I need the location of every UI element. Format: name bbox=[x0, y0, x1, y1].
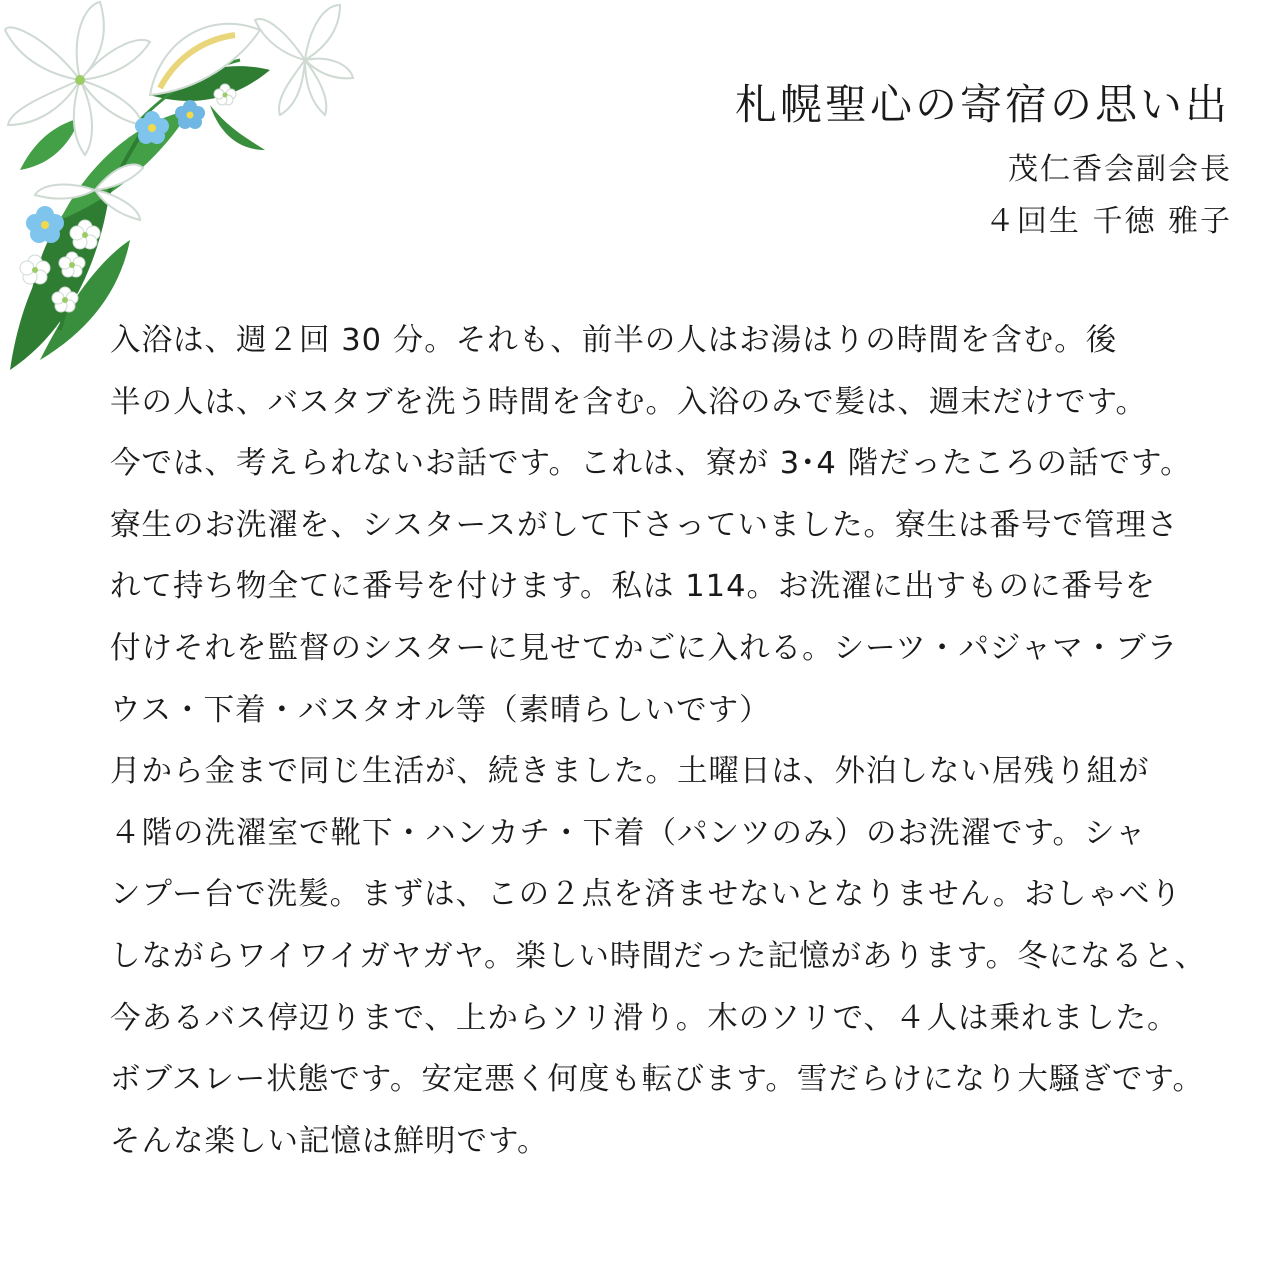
author-name: ４回生 千徳 雅子 bbox=[984, 204, 1232, 239]
lily-flower bbox=[5, 2, 150, 155]
essay-line: ウス・下着・バスタオル等（素晴らしいです） bbox=[110, 692, 771, 728]
essay-line: 今では、考えられないお話です。これは、寮が 3･4 階だったころの話です。 bbox=[110, 446, 1192, 482]
author-block bbox=[985, 144, 1232, 248]
essay-line: そんな楽しい記憶は鮮明です。 bbox=[110, 1123, 549, 1159]
essay-line: ４階の洗濯室で靴下・ハンカチ・下着（パンツのみ）のお洗濯です。シャ bbox=[110, 815, 1147, 851]
essay-line: しながらワイワイガヤガヤ。楽しい時間だった記憶があります。冬になると、 bbox=[110, 938, 1207, 974]
lily-flower bbox=[255, 5, 353, 115]
essay-line: 寮生のお洗濯を、シスタースがして下さっていました。寮生は番号で管理さ bbox=[110, 507, 1179, 543]
essay-line: 今あるバス停辺りまで、上からソリ滑り。木のソリで、４人は乗れました。 bbox=[110, 1000, 1179, 1036]
essay-line: ボブスレー状態です。安定悪く何度も転びます。雪だらけになり大騒ぎです。 bbox=[110, 1062, 1204, 1098]
author-role: 茂仁香会副会長 bbox=[1008, 152, 1232, 187]
essay-line: 付けそれを監督のシスターに見せてかごに入れる。シーツ・パジャマ・ブラ bbox=[110, 630, 1179, 666]
page-title: 札幌聖心の寄宿の思い出 bbox=[734, 80, 1230, 129]
essay-line: 月から金まで同じ生活が、続きました。土曜日は、外泊しない居残り組が bbox=[110, 754, 1150, 790]
essay-body bbox=[110, 310, 1250, 1172]
forget-me-not-flower bbox=[175, 100, 205, 129]
essay-line: 半の人は、バスタブを洗う時間を含む。入浴のみで髪は、週末だけです。 bbox=[110, 384, 1148, 420]
leaf bbox=[210, 105, 265, 150]
essay-line: ンプー台で洗髪。まずは、この２点を済ませないとなりません。おしゃべり bbox=[110, 877, 1182, 913]
forget-me-not-flower bbox=[26, 206, 64, 243]
essay-line: れて持ち物全てに番号を付けます。私は 114。お洗濯に出すものに番号を bbox=[110, 569, 1156, 605]
forget-me-not-flower bbox=[135, 111, 169, 144]
essay-line: 入浴は、週２回 30 分。それも、前半の人はお湯はりの時間を含む。後 bbox=[110, 323, 1118, 358]
leaf bbox=[20, 118, 80, 170]
